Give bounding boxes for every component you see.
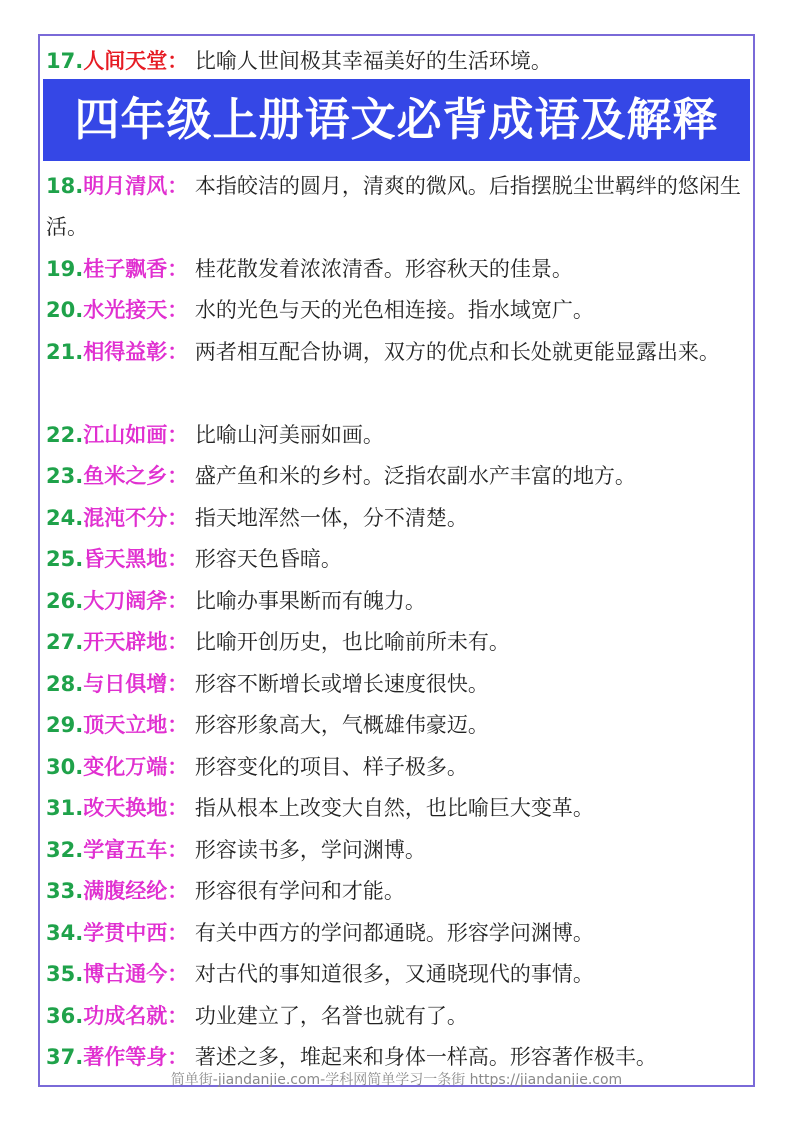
idiom-entry-35 xyxy=(46,954,752,995)
entry-term: 功成名就： xyxy=(83,1004,189,1028)
entry-definition: 形容形象高大，气概雄伟豪迈。 xyxy=(194,713,489,737)
idiom-entry-18 xyxy=(46,166,752,248)
entry-number: 24. xyxy=(46,506,84,530)
idiom-entry-24 xyxy=(46,498,752,539)
entry-term: 学贯中西： xyxy=(83,921,189,945)
entry-definition: 水的光色与天的光色相连接。指水域宽广。 xyxy=(194,298,594,322)
entry-term: 满腹经纶： xyxy=(83,879,189,903)
entry-number: 28. xyxy=(46,672,84,696)
entry-definition: 形容天色昏暗。 xyxy=(194,547,342,571)
entry-number: 27. xyxy=(46,630,84,654)
entry-term: 著作等身： xyxy=(83,1045,189,1069)
entry-definition: 指天地浑然一体，分不清楚。 xyxy=(194,506,468,530)
idiom-entry-25 xyxy=(46,539,752,580)
entry-definition: 形容读书多，学问渊博。 xyxy=(194,838,426,862)
footer-watermark: 简单街-jiandanjie.com-学科网简单学习一条街 https://jiandanjie.com xyxy=(170,1072,623,1088)
idiom-entry-22 xyxy=(46,415,752,456)
entry-definition: 比喻人世间极其幸福美好的生活环境。 xyxy=(194,49,552,73)
entry-number: 25. xyxy=(46,547,84,571)
entry-term: 鱼米之乡： xyxy=(83,464,189,488)
entry-definition: 著述之多，堆起来和身体一样高。形容著作极丰。 xyxy=(194,1045,657,1069)
idiom-entry-26 xyxy=(46,581,752,622)
idiom-entry-36 xyxy=(46,996,752,1037)
entry-definition: 对古代的事知道很多，又通晓现代的事情。 xyxy=(194,962,594,986)
idiom-entry-32 xyxy=(46,830,752,871)
idiom-entry-34 xyxy=(46,913,752,954)
entry-term: 博古通今： xyxy=(83,962,189,986)
idiom-entry-20 xyxy=(46,290,752,331)
entry-number: 31. xyxy=(46,796,84,820)
idiom-entry-19 xyxy=(46,249,752,290)
entry-number: 22. xyxy=(46,423,84,447)
entry-number: 21. xyxy=(46,340,84,364)
entry-term: 明月清风： xyxy=(83,174,189,198)
entry-definition: 形容不断增长或增长速度很快。 xyxy=(194,672,489,696)
entry-term: 变化万端： xyxy=(83,755,189,779)
idiom-entry-28 xyxy=(46,664,752,705)
idiom-entry-27 xyxy=(46,622,752,663)
entry-number: 17. xyxy=(46,49,84,73)
entry-definition: 桂花散发着浓浓清香。形容秋天的佳景。 xyxy=(194,257,573,281)
entry-number: 29. xyxy=(46,713,84,737)
entry-term: 水光接天： xyxy=(83,298,189,322)
idiom-entry-29 xyxy=(46,705,752,746)
entry-term: 混沌不分： xyxy=(83,506,189,530)
entry-definition: 盛产鱼和米的乡村。泛指农副水产丰富的地方。 xyxy=(194,464,636,488)
entry-number: 37. xyxy=(46,1045,84,1069)
entry-term: 江山如画： xyxy=(83,423,189,447)
entry-definition: 比喻开创历史，也比喻前所未有。 xyxy=(194,630,510,654)
entry-number: 33. xyxy=(46,879,84,903)
entry-number: 36. xyxy=(46,1004,84,1028)
idiom-entry-23 xyxy=(46,456,752,497)
entry-term: 大刀阔斧： xyxy=(83,589,189,613)
entry-definition: 形容很有学问和才能。 xyxy=(194,879,405,903)
entry-term: 学富五车： xyxy=(83,838,189,862)
entry-number: 20. xyxy=(46,298,84,322)
entry-definition: 有关中西方的学问都通晓。形容学问渊博。 xyxy=(194,921,594,945)
idiom-entry-17 xyxy=(46,41,752,82)
entry-definition: 功业建立了，名誉也就有了。 xyxy=(194,1004,468,1028)
entry-term: 相得益彰： xyxy=(83,340,189,364)
idiom-entry-31 xyxy=(46,788,752,829)
entry-definition: 比喻办事果断而有魄力。 xyxy=(194,589,426,613)
entry-term: 昏天黑地： xyxy=(83,547,189,571)
entry-definition: 比喻山河美丽如画。 xyxy=(194,423,384,447)
entry-definition: 形容变化的项目、样子极多。 xyxy=(194,755,468,779)
idiom-entry-30 xyxy=(46,747,752,788)
entry-term: 人间天堂： xyxy=(83,49,189,73)
entry-term: 与日俱增： xyxy=(83,672,189,696)
entry-term: 桂子飘香： xyxy=(83,257,189,281)
entry-term: 开天辟地： xyxy=(83,630,189,654)
entry-number: 32. xyxy=(46,838,84,862)
entry-term: 改天换地： xyxy=(83,796,189,820)
page-title-banner: 四年级上册语文必背成语及解释 xyxy=(43,79,750,161)
entry-number: 23. xyxy=(46,464,84,488)
idiom-entry-33 xyxy=(46,871,752,912)
entry-number: 34. xyxy=(46,921,84,945)
entry-number: 30. xyxy=(46,755,84,779)
entry-number: 19. xyxy=(46,257,84,281)
idiom-entry-21 xyxy=(46,332,752,373)
entry-term: 顶天立地： xyxy=(83,713,189,737)
entry-definition: 两者相互配合协调，双方的优点和长处就更能显露出来。 xyxy=(194,340,720,364)
entry-definition: 本指皎洁的圆月，清爽的微风。后指摆脱尘世羁绊的悠闲生活。 xyxy=(46,174,741,239)
entry-number: 26. xyxy=(46,589,84,613)
entry-number: 35. xyxy=(46,962,84,986)
entry-definition: 指从根本上改变大自然，也比喻巨大变革。 xyxy=(194,796,594,820)
entry-number: 18. xyxy=(46,174,84,198)
